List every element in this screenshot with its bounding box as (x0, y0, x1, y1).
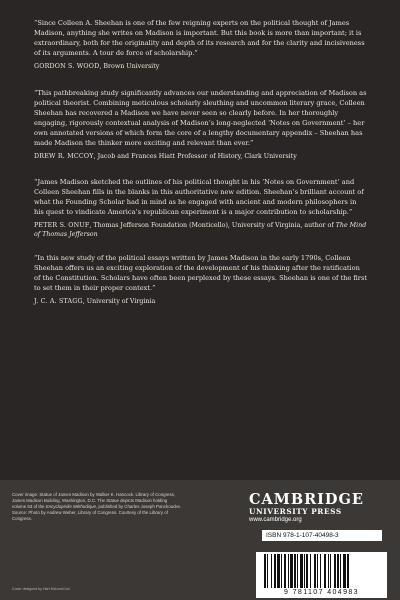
publisher-logo: CAMBRIDGE (249, 491, 364, 508)
blurb-mccoy (34, 88, 368, 161)
blurb-quote: “This pathbreaking study significantly advances our understanding and appreciation of Madison as political theorist. Combining meticulous scholarly sleuthing and uncommon literary grace, Colleen Sheehan has recovered a Madison we have never seen so clearly before. In her thoroughly engaging, rigorously contextual analysis of Madison’s long-neglected ‘Notes on Government’ – her own annotated versions of which form the core of a lengthy documentary appendix – Sheehan has made Madison the thinker more exciting and relevant than ever.” (34, 89, 367, 147)
reviewer-name: PETER S. ONUF (34, 222, 90, 229)
cover-image-credit (12, 492, 182, 510)
cover-designer: Cover designed by Hart McLeod Ltd (12, 587, 70, 591)
blurb-attribution (34, 152, 368, 161)
blurb-attribution (34, 221, 368, 239)
photo-source: Source: Photo by Andrew Weber, Library of Congress. Courtesy of the Library of Congress. (12, 510, 168, 521)
blurb-attribution (34, 297, 368, 306)
reviewer-affiliation: , Thomas Jefferson Foundation (Monticello), University of Virginia, author of (89, 222, 336, 229)
book-title: The Mind of Thomas Jefferson (34, 222, 367, 238)
blurb-stagg (34, 253, 368, 306)
credit-text-end: , published by Charles Joseph Panckoucke. (95, 504, 182, 509)
reviewer-name: DREW R. MCCOY (34, 153, 94, 160)
isbn-label: ISBN 978-1-107-40498-3 (262, 530, 382, 541)
reviewer-name: GORDON S. WOOD (34, 63, 100, 70)
cover-credits (12, 492, 182, 522)
reviewer-affiliation: , Jacob and Frances Hiatt Professor of History, Clark University (93, 153, 297, 160)
barcode-icon (262, 554, 381, 588)
credit-text: Cover image: Statue of James Madison by Walker K. Hancock. Library of Congress, James Madison Building, Washington, D.C. The Statue depicts Madison holding volume 83 of the (12, 492, 176, 509)
reviewer-affiliation: , Brown University (99, 63, 160, 70)
barcode-digits: 9 781107 404983 (284, 589, 359, 596)
blurb-quote: “James Madison sketched the outlines of his political thought in his ‘Notes on Government’ and Colleen Sheehan fills in the blanks in this authoritative new edition. Sheehan’s brilliant account of what the Founding Scholar had in mind as he engaged with ancient and modern philosophers in his quest to vindicate America’s republican experiment is a major contribution to scholarship.” (34, 178, 364, 216)
blurb-attribution (34, 62, 368, 71)
reviewer-name: J. C. A. STAGG (34, 298, 83, 305)
blurb-onuf (34, 177, 368, 239)
review-blurbs (34, 18, 368, 318)
blurb-quote: “In this new study of the political essays written by James Madison in the early 1790s, Colleen Sheehan offers us an exciting exploration of the development of his thinking after the ratification of the Constitution. Scholars have often been perplexed by these essays. Sheehan is one of the first to set them in their proper context.” (34, 254, 367, 292)
blurb-wood (34, 18, 368, 71)
blurb-quote: “Since Colleen A. Sheehan is one of the few reigning experts on the political thought of James Madison, anything she writes on Madison is important. But this book is more than important; it is extraordinary, both for the originality and depth of its research and for the clarity and incisiveness of its arguments. A tour de force of scholarship.” (34, 19, 365, 57)
reviewer-affiliation: , University of Virginia (82, 298, 156, 305)
publisher-press: UNIVERSITY PRESS (249, 507, 342, 516)
publisher-block (249, 493, 389, 524)
credit-italic: Encyclopédie Méthodique (45, 504, 96, 509)
publisher-url: www.cambridge.org (249, 517, 302, 523)
barcode-box (256, 552, 387, 598)
